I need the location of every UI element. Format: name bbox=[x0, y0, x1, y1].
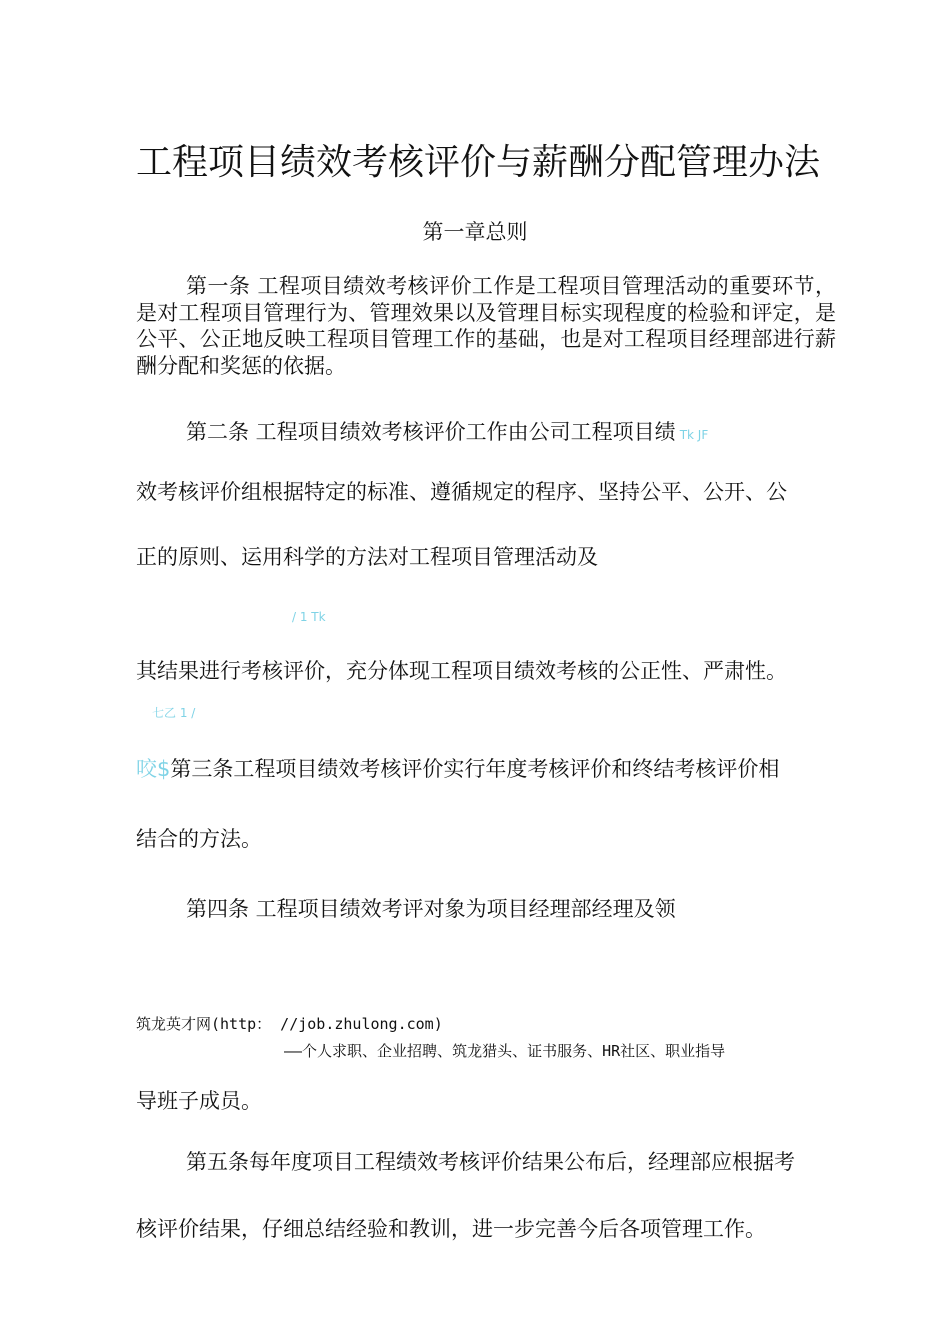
footer-source: 筑龙英才网(http： //job.zhulong.com) bbox=[136, 1015, 443, 1033]
article-2-line-3: 正的原则、运用科学的方法对工程项目管理活动及 bbox=[136, 545, 598, 569]
footer-services: ——个人求职、企业招聘、筑龙猎头、证书服务、HR社区、职业指导 bbox=[284, 1042, 726, 1060]
chapter-heading: 第一章总则 bbox=[422, 220, 528, 244]
article-5-line-2: 核评价结果，仔细总结经验和教训，进一步完善今后各项管理工作。 bbox=[136, 1217, 766, 1241]
article-2-line-1 bbox=[186, 418, 708, 449]
article-3-text: 第三条工程项目绩效考核评价实行年度考核评价和终结考核评价相 bbox=[170, 757, 780, 781]
article-2-text: 第二条 工程项目绩效考核评价工作由公司工程项目绩 bbox=[186, 420, 676, 444]
article-4-line-2: 导班子成员。 bbox=[136, 1089, 262, 1113]
article-1: 第一条 工程项目绩效考核评价工作是工程项目管理活动的重要环节，是对工程项目管理行为、管理效果以及管理目标实现程度的检验和评定，是公平、公正地反映工程项目管理工作的基础，也是对工程项目经理部进行薪酬分配和奖惩的依据。 bbox=[136, 274, 836, 378]
article-2-line-4: 其结果进行考核评价，充分体现工程项目绩效考核的公正性、严肃性。 bbox=[136, 659, 787, 683]
article-5-line-1: 第五条每年度项目工程绩效考核评价结果公布后，经理部应根据考 bbox=[186, 1150, 795, 1174]
article-4-line-1: 第四条 工程项目绩效考评对象为项目经理部经理及领 bbox=[186, 897, 676, 921]
article-3-line-1 bbox=[136, 755, 779, 783]
scan-artifact: 咬$ bbox=[136, 757, 171, 781]
scan-artifact: 七乙 1 / bbox=[152, 706, 196, 720]
scan-artifact: Tk JF bbox=[679, 428, 709, 442]
article-3-line-2: 结合的方法。 bbox=[136, 827, 262, 851]
scan-artifact: / 1 Tk bbox=[292, 610, 326, 624]
document-title: 工程项目绩效考核评价与薪酬分配管理办法 bbox=[136, 142, 821, 183]
article-2-line-2: 效考核评价组根据特定的标准、遵循规定的程序、坚持公平、公开、公 bbox=[136, 480, 787, 504]
